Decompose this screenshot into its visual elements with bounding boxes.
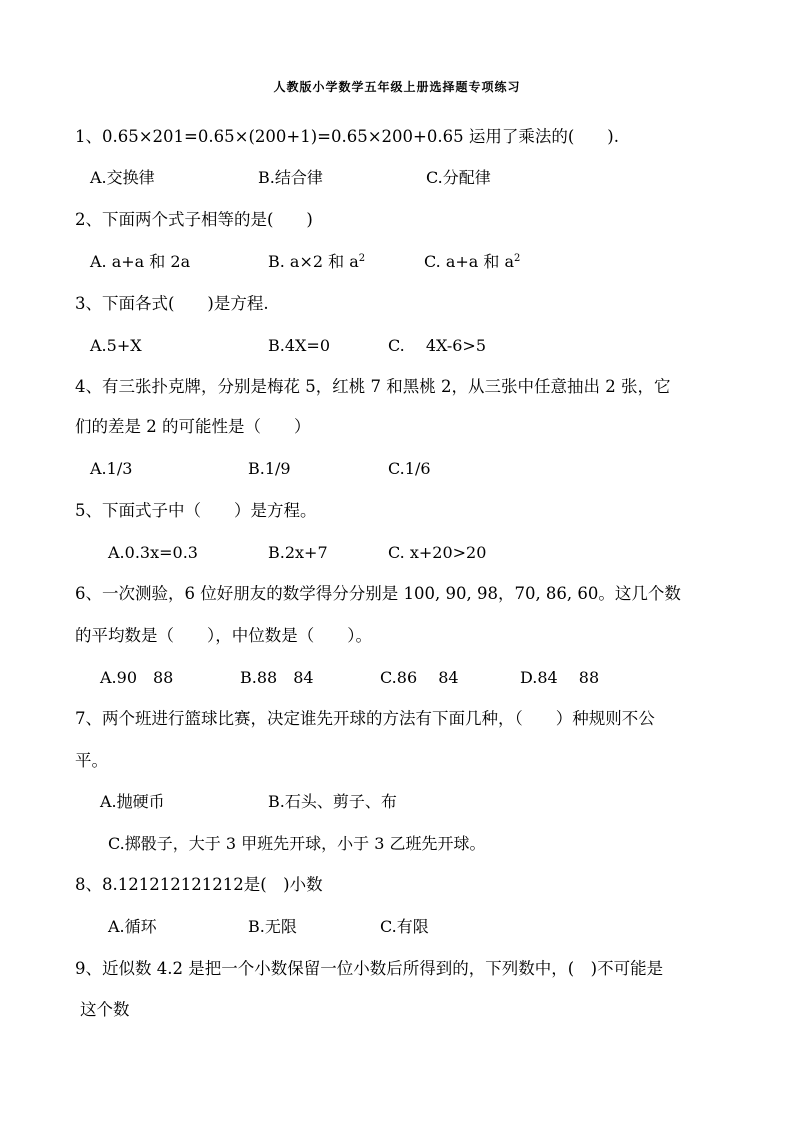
question-3-stem: 3、下面各式( )是方程. bbox=[75, 294, 269, 313]
question-3-option-c: C. 4X-6>5 bbox=[388, 336, 487, 355]
question-4-option-c: C.1/6 bbox=[388, 459, 431, 478]
question-5-option-b: B.2x+7 bbox=[268, 543, 328, 562]
question-7-option-b: B.石头、剪子、布 bbox=[268, 792, 397, 811]
question-5-option-a: A.0.3x=0.3 bbox=[108, 543, 198, 562]
question-6-option-b: B.88 84 bbox=[240, 668, 314, 687]
question-7-option-a: A.抛硬币 bbox=[100, 792, 165, 811]
question-8-option-c: C.有限 bbox=[380, 917, 429, 936]
question-7-stem-line-1: 7、两个班进行篮球比赛，决定谁先开球的方法有下面几种，（ ）种规则不公 bbox=[75, 709, 655, 728]
question-2-option-b: B. a×2 和 $a^2$ bbox=[268, 252, 366, 271]
question-6-stem-line-2: 的平均数是（ ），中位数是（ ）。 bbox=[75, 626, 372, 645]
question-6-option-a: A.90 88 bbox=[100, 668, 174, 687]
question-2-option-c: C. a+a 和 $a^2$ bbox=[424, 252, 521, 271]
question-9-stem-line-1: 9、近似数 4.2 是把一个小数保留一位小数后所得到的，下列数中，( )不可能是 bbox=[75, 959, 664, 978]
question-3-option-a: A.5+X bbox=[90, 336, 142, 355]
exponent: 2 bbox=[358, 253, 366, 264]
question-1-option-a: A.交换律 bbox=[90, 168, 155, 187]
question-4-option-a: A.1/3 bbox=[90, 459, 133, 478]
question-3-option-b: B.4X=0 bbox=[268, 336, 330, 355]
question-1-option-c: C.分配律 bbox=[426, 168, 491, 187]
page-title: 人教版小学数学五年级上册选择题专项练习 bbox=[273, 80, 521, 94]
question-5-stem: 5、下面式子中（ ）是方程。 bbox=[75, 501, 317, 520]
question-8-stem: 8、8.121212121212是( )小数 bbox=[75, 875, 323, 894]
question-6-option-c: C.86 84 bbox=[380, 668, 459, 687]
exponent: 2 bbox=[514, 253, 521, 264]
question-2-stem: 2、下面两个式子相等的是( ) bbox=[75, 210, 313, 229]
question-7-option-c: C.掷骰子，大于 3 甲班先开球，小于 3 乙班先开球。 bbox=[108, 834, 486, 853]
question-9-stem-line-2: 这个数 bbox=[80, 1000, 130, 1019]
question-1-stem: 1、0.65×201=0.65×(200+1)=0.65×200+0.65 运用了乘法的( ). bbox=[75, 127, 619, 146]
question-4-stem-line-1: 4、有三张扑克牌，分别是梅花 5，红桃 7 和黑桃 2，从三张中任意抽出 2 张，它 bbox=[75, 377, 671, 396]
question-4-stem-line-2: 们的差是 2 的可能性是（ ） bbox=[75, 417, 311, 436]
question-7-stem-line-2: 平。 bbox=[75, 751, 108, 770]
question-6-option-d: D.84 88 bbox=[520, 668, 600, 687]
question-8-option-b: B.无限 bbox=[248, 917, 297, 936]
question-2-option-a: A. a+a 和 2a bbox=[90, 252, 191, 271]
question-4-option-b: B.1/9 bbox=[248, 459, 291, 478]
question-6-stem-line-1: 6、一次测验，6 位好朋友的数学得分分别是 100, 90, 98，70, 86, 60。这几个数 bbox=[75, 584, 681, 603]
question-5-option-c: C. x+20>20 bbox=[388, 543, 487, 562]
question-1-option-b: B.结合律 bbox=[258, 168, 323, 187]
question-8-option-a: A.循环 bbox=[108, 917, 157, 936]
